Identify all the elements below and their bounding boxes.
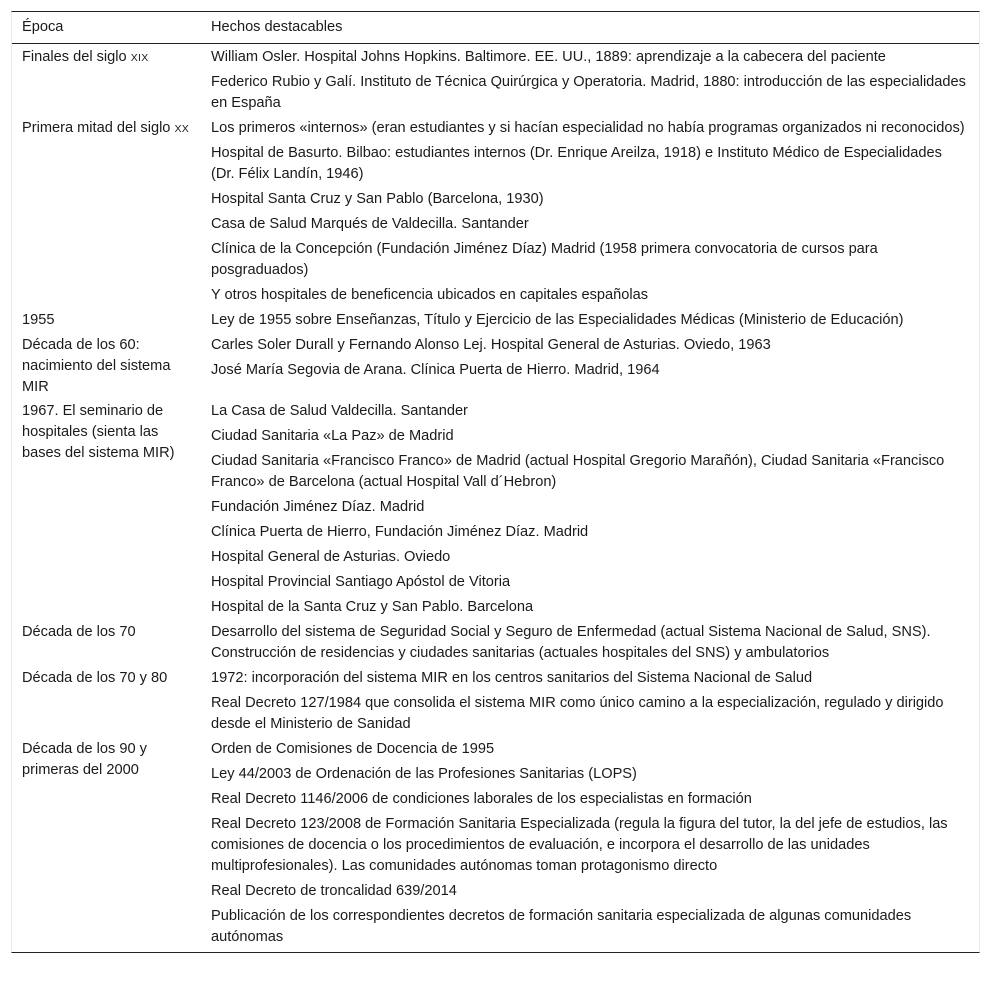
epoch-cell: [12, 332, 201, 398]
epoch-text: Década de los 70: [22, 624, 136, 640]
event-item: Casa de Salud Marqués de Valdecilla. Santander: [211, 216, 529, 232]
epoch-text: 1967. El seminario de hospitales (sienta las bases del sistema MIR): [22, 403, 175, 461]
epoch-century: XIX: [130, 52, 149, 64]
events-cell: [201, 619, 979, 665]
events-cell: [201, 332, 979, 398]
epoch-cell: [12, 44, 201, 116]
event-item: Real Decreto 1146/2006 de condiciones laborales de los especialistas en formación: [211, 791, 752, 807]
event-item: Y otros hospitales de beneficencia ubicados en capitales españolas: [211, 287, 649, 303]
event-item: Hospital General de Asturias. Oviedo: [211, 549, 451, 565]
history-table: [12, 12, 979, 952]
event-item: Ley de 1955 sobre Enseñanzas, Título y Ejercicio de las Especialidades Médicas (Ministerio de Educación): [211, 312, 904, 328]
epoch-century: XX: [174, 123, 190, 135]
event-item: Hospital Provincial Santiago Apóstol de Vitoria: [211, 574, 511, 590]
table-row: [12, 665, 979, 736]
event-item: Hospital de Basurto. Bilbao: estudiantes internos (Dr. Enrique Areilza, 1918) e Instituto Médico de Especialidades (Dr. Félix Landín, 1946): [211, 145, 942, 182]
events-cell: [201, 736, 979, 952]
event-item: Publicación de los correspondientes decretos de formación sanitaria especializada de algunas comunidades autónomas: [211, 908, 912, 945]
event-item: Real Decreto de troncalidad 639/2014: [211, 883, 457, 899]
event-item: Ley 44/2003 de Ordenación de las Profesiones Sanitarias (LOPS): [211, 766, 637, 782]
table-header: [12, 12, 979, 44]
epoch-cell: [12, 619, 201, 665]
event-item: José María Segovia de Arana. Clínica Puerta de Hierro. Madrid, 1964: [211, 362, 660, 378]
event-item: Carles Soler Durall y Fernando Alonso Lej. Hospital General de Asturias. Oviedo, 1963: [211, 337, 771, 353]
table-row: [12, 619, 979, 665]
event-item: Ciudad Sanitaria «La Paz» de Madrid: [211, 428, 454, 444]
table-row: [12, 115, 979, 307]
event-item: 1972: incorporación del sistema MIR en los centros sanitarios del Sistema Nacional de Salud: [211, 670, 813, 686]
table-row: [12, 44, 979, 116]
event-item: Hospital Santa Cruz y San Pablo (Barcelona, 1930): [211, 191, 544, 207]
epoch-text: Década de los 70 y 80: [22, 670, 168, 686]
epoch-text: Primera mitad del siglo: [22, 120, 175, 136]
events-cell: [201, 115, 979, 307]
epoch-text: 1955: [22, 312, 55, 328]
events-cell: [201, 398, 979, 619]
event-item: Ciudad Sanitaria «Francisco Franco» de Madrid (actual Hospital Gregorio Marañón), Ciudad Sanitaria «Francisco Franco» de Barcelona (actual Hospital Vall d´Hebron): [211, 453, 945, 490]
events-cell: [201, 44, 979, 116]
table-body: [12, 44, 979, 953]
event-item: La Casa de Salud Valdecilla. Santander: [211, 403, 468, 419]
event-item: Real Decreto 127/1984 que consolida el sistema MIR como único camino a la especialización, regulado y dirigido desde el Ministerio de Sanidad: [211, 695, 944, 732]
events-cell: [201, 665, 979, 736]
column-header-epoch: Época: [12, 12, 201, 44]
epoch-cell: [12, 115, 201, 307]
header-row: [12, 12, 979, 44]
event-item: Real Decreto 123/2008 de Formación Sanitaria Especializada (regula la figura del tutor, la del jefe de estudios, las comisiones de docencia o los procedimientos de evaluación, e incorpora el desarrollo de las unidades multiprofesionales). Las comunidades autónomas toman protagonismo directo: [211, 816, 948, 874]
event-item: William Osler. Hospital Johns Hopkins. Baltimore. EE. UU., 1889: aprendizaje a la cabecera del paciente: [211, 49, 886, 65]
epoch-text: Década de los 60: nacimiento del sistema MIR: [22, 337, 171, 395]
history-table-container: [11, 11, 980, 953]
column-header-events: Hechos destacables: [201, 12, 979, 44]
table-row: [12, 307, 979, 332]
epoch-text: Década de los 90 y primeras del 2000: [22, 741, 147, 778]
event-item: Hospital de la Santa Cruz y San Pablo. Barcelona: [211, 599, 534, 615]
event-item: Federico Rubio y Galí. Instituto de Técnica Quirúrgica y Operatoria. Madrid, 1880: introducción de las especialidades en España: [211, 74, 966, 111]
events-cell: [201, 307, 979, 332]
epoch-cell: [12, 307, 201, 332]
table-row: [12, 736, 979, 952]
event-item: Clínica Puerta de Hierro, Fundación Jiménez Díaz. Madrid: [211, 524, 589, 540]
epoch-cell: [12, 736, 201, 952]
epoch-cell: [12, 398, 201, 619]
event-item: Los primeros «internos» (eran estudiantes y si hacían especialidad no había programas organizados ni reconocidos): [211, 120, 965, 136]
event-item: Orden de Comisiones de Docencia de 1995: [211, 741, 495, 757]
epoch-text: Finales del siglo: [22, 49, 131, 65]
table-row: [12, 398, 979, 619]
epoch-cell: [12, 665, 201, 736]
event-item: Desarrollo del sistema de Seguridad Social y Seguro de Enfermedad (actual Sistema Nacional de Salud, SNS). Construcción de residencias y ciudades sanitarias (actuales hospitales del SNS) y ambulatorios: [211, 624, 931, 661]
event-item: Fundación Jiménez Díaz. Madrid: [211, 499, 425, 515]
table-row: [12, 332, 979, 398]
event-item: Clínica de la Concepción (Fundación Jiménez Díaz) Madrid (1958 primera convocatoria de cursos para posgraduados): [211, 241, 878, 278]
